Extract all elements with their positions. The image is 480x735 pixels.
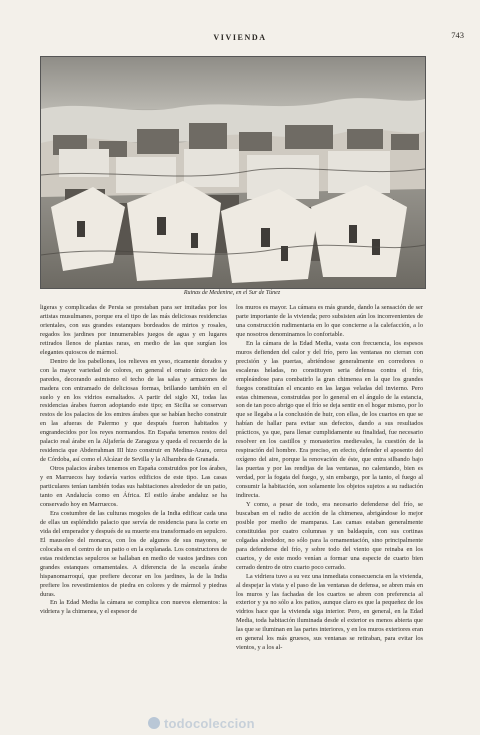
watermark [148, 715, 468, 731]
paragraph: los muros es mayor. La cámara es más grande, dando la sensación de ser parte importante de la vivienda; pero subsisten aún los inconvenientes de una construcción rudimentaria en lo que concierne a la calefacción, a lo que nosotros denominamos lo confortable. [236, 304, 423, 338]
ruins-photo-illustration [41, 57, 425, 288]
watermark-logo-icon [148, 717, 160, 729]
running-head: VIVIENDA [213, 33, 267, 42]
right-text-column [236, 304, 423, 704]
paragraph: Otros palacios árabes tenemos en España construidos por los árabes, y en Marruecos hay todavía varios edificios de este tipo. Las casas particulares tenían también todas sus habitaciones alrededor de un patio, tanto en Andalucía como en África. El estilo árabe andaluz se ha conservado hoy en Marruecos. [40, 465, 227, 508]
page-number: 743 [451, 30, 464, 40]
figure-caption: Ruinas de Medenine, en el Sur de Túnez [183, 290, 281, 296]
paragraph: Y como, a pesar de todo, era necesario defenderse del frío, se buscaban en el radio de acción de la chimenea, abrigándose lo mejor posible por medio de mamparas. Las camas estaban generalmente constituidas por cuatro columnas y un baldaquín, con sus cortinas colgadas alrededor, no sólo para la ornamentación, sino principalmente para defenderse del frío, y sobre todo del viento que reinaba en los cuartos, y de este modo venían a formar una especie de cuarto bien cerrado dentro de otro cuarto poco cerrado. [236, 500, 423, 571]
ruins-photograph [40, 56, 426, 289]
paragraph: Dentro de los pabellones, los relieves en yeso, ricamente dorados y con la mayor variedad de colores, en general el ornato único de las paredes, decorando asimismo el techo de las salas y armazones de madera con entramado de deliciosas formas, brillando también en el suelo y en los vidrios esmaltados. A partir del siglo XI, todas las residencias árabes fueron adoptando este tipo; en Sicilia se conservan restos de los palacios de los emires árabes que se habían hecho construir en las afueras de Palermo y que después fueron habitados y engrandecidos por los reyes normandos. En España tenemos restos del palacio real árabe en la Aljafería de Zaragoza y queda el recuerdo de la residencia que Abderrahman III hizo construir en Medina-Azara, cerca de Córdoba, así como el Alcázar de Sevilla y la Alhambra de Granada. [40, 357, 227, 464]
watermark-text: todocoleccion [164, 715, 255, 731]
paragraph: La vidriera tuvo a su vez una inmediata consecuencia en la vivienda, al despejar la vista y el paso de las ventanas de defensa, se abren más en los muros y las fachadas de los cuartos se abren con preferencia al exterior y ya no sólo a los patios, aunque claro es que la pequeñez de los vidrios hace que la vivienda siga interior. Pero, en general, en la Edad Media, toda habitación iluminada desde el exterior es menos abierta que las que se iluminan en las partes interiores, y en los muros exteriores eran en general los más gruesos, sus ventanas se retiraban, para evitar los vientos, y a los al- [236, 572, 423, 652]
paragraph: En la Edad Media la cámara se complica con nuevos elementos: la vidriera y la chimenea, y el espesor de [40, 599, 227, 616]
paragraph: ligeras y complicadas de Persia se prestaban para ser imitadas por los artistas musulmanes, porque era el tipo de las más deliciosas residencias orientales, con sus grandes estanques bordeados de mirtos y rosales, regados los jardines por innumerables juegos de agua y en lugares retirados llenos de plantas raras, en medio de las que surgían los elegantes quioscos de mármol. [40, 304, 227, 356]
left-text-column [40, 304, 227, 704]
paragraph: Era costumbre de las culturas mogoles de la India edificar cada una de ellas un espléndido palacio que servía de residencia para la corte en vida del emperador y después de su muerte era transformado en sepulcro. El mausoleo del monarca, con los de algunos de sus mayores, se colocaba en el centro de un patio o en la explanada. Los constructores de estas residencias sepulcros se hallaban en medio de vastos jardines con grandes estanques ornamentales. A diferencia de la escuela árabe hispanomarroquí, que prefiere decorar en los jardines, la de la India prefiere los revestimientos de piedra en colores y de mármol y piedras duras. [40, 509, 227, 598]
paragraph: En la cámara de la Edad Media, vasta con frecuencia, los espesos muros defienden del calor y del frío, pero las ventanas no cierran con precisión y las puertas, abriéndose generalmente en corredores o escaleras heladas, no constituyen seria defensa contra el frío, empleándose para combatirlo la gran chimenea en la que los grandes fuegos constituían el encanto en las largas veladas del invierno. Pero estas chimeneas, construidas por lo general en el ángulo de la estancia, son de tan poco abrigo que el frío se deja sentir en el hogar mismo, por lo que se llegaba a la conclusión de huir, con ellas, de los cuartos en que se habían de hallar para evitar sus defectos, dando a sus resultados prácticos, ya que, para llenar cumplidamente su finalidad, fue necesario resolver en los castillos y monasterios medievales, la cuestión de la respiración del hombre. Era preciso, en efecto, defender el aposento del oxígeno del aire, porque la renovación de éste, que entra silbando bajo las puertas y por las rendijas de las ventanas, no calentando, bien es verdad, por la fogata del fuego, y, sin embargo, por la tanto, el fuego al consumir la habitación, son solamente los objetos sujetos a su radiación indirecta. [236, 339, 423, 500]
